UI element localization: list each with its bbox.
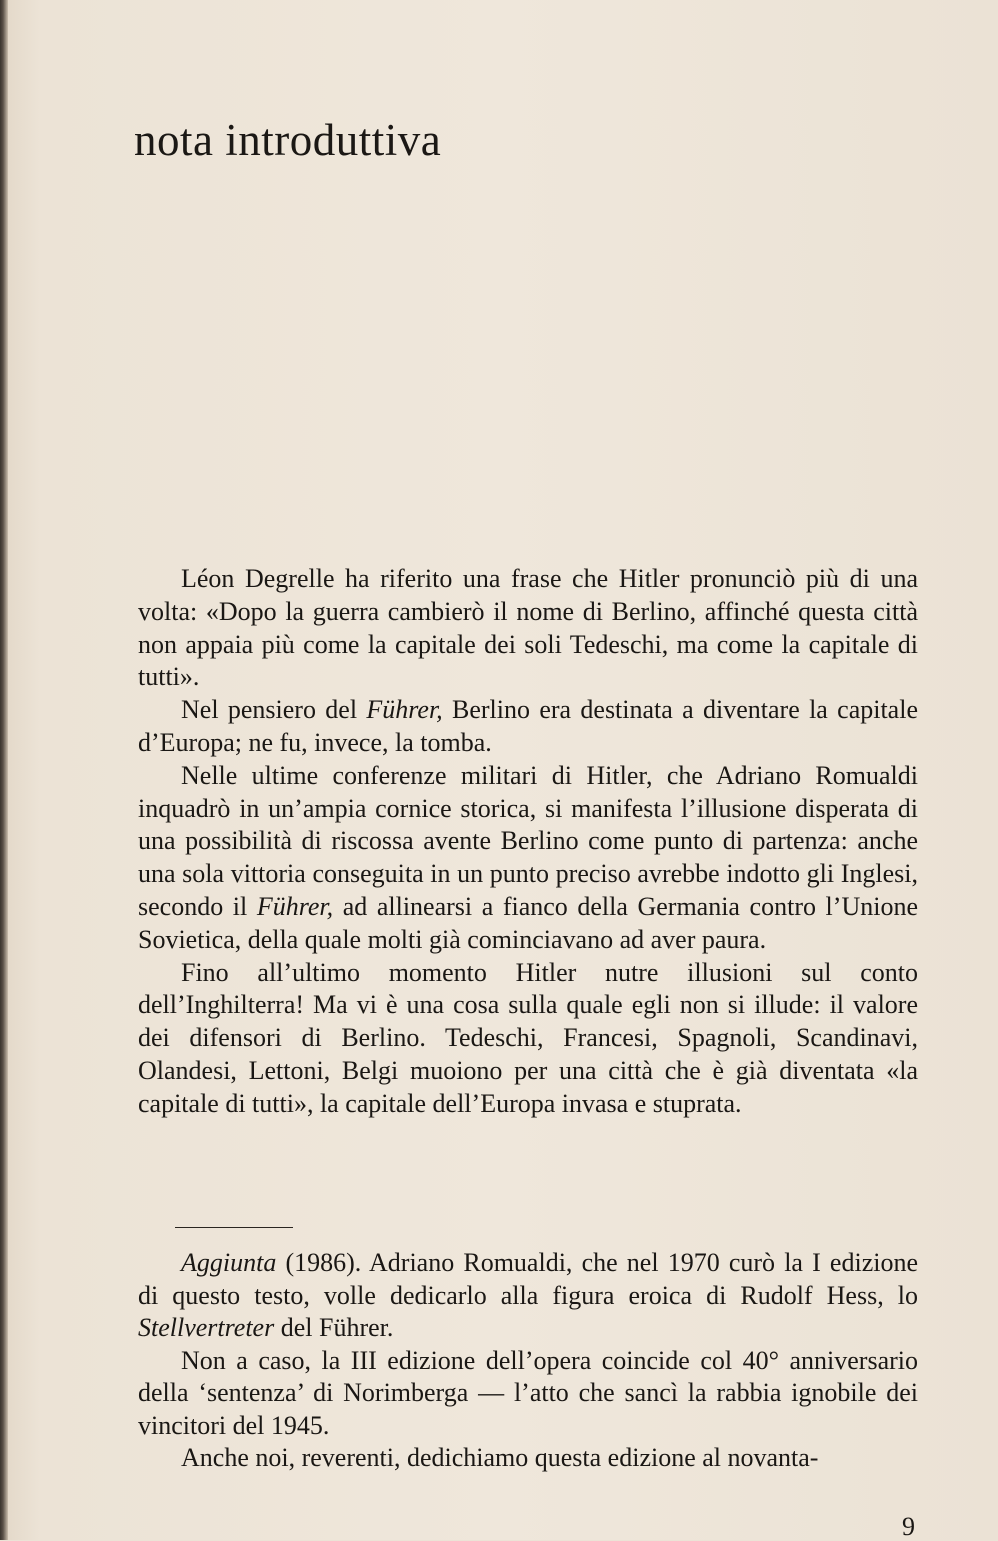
page-number: 9 bbox=[902, 1512, 915, 1541]
addendum-paragraph-2: Non a caso, la III edizione dell’opera coincide col 40° anniversario della ‘sentenza’ di Norimberga — l’atto che sancì la rabbia ignobile dei vincitori del 1945. bbox=[138, 1345, 918, 1440]
addendum-text bbox=[138, 1247, 918, 1475]
addendum-paragraph-3: Anche noi, reverenti, dedichiamo questa edizione al novanta- bbox=[181, 1443, 819, 1472]
main-text bbox=[138, 563, 918, 1121]
paragraph-2: Nel pensiero del Führer, Berlino era destinata a diventare la capitale d’Europa; ne fu, invece, la tomba. bbox=[138, 695, 918, 757]
chapter-title: nota introduttiva bbox=[134, 115, 442, 165]
book-spine-shadow bbox=[0, 0, 8, 1540]
section-divider bbox=[175, 1227, 293, 1228]
paragraph-1: Léon Degrelle ha riferito una frase che Hitler pronunciò più di una volta: «Dopo la guerra cambierò il nome di Berlino, affinché questa città non appaia più come la capitale dei soli Tedeschi, ma come la capitale di tutti». bbox=[138, 564, 918, 692]
addendum-paragraph-1: Aggiunta (1986). Adriano Romualdi, che nel 1970 curò la I edizione di questo testo, volle dedicarlo alla figura eroica di Rudolf Hess, lo Stellvertreter del Führer. bbox=[138, 1248, 918, 1342]
paragraph-3: Nelle ultime conferenze militari di Hitler, che Adriano Romualdi inquadrò in un’ampia cornice storica, si manifesta l’illusione disperata di una possibilità di riscossa avente Berlino come punto di partenza: anche una sola vittoria conseguita in un punto preciso avrebbe indotto gli Inglesi, secondo il Führer, ad allinearsi a fianco della Germania contro l’Unione Sovietica, della quale molti già cominciavano ad aver paura. bbox=[138, 760, 918, 954]
paragraph-4: Fino all’ultimo momento Hitler nutre illusioni sul conto dell’Inghilterra! Ma vi è una cosa sulla quale egli non si illude: il valore dei difensori di Berlino. Tedeschi, Francesi, Spagnoli, Scandinavi, Olandesi, Lettoni, Belgi muoiono per una città che è già diventata «la capitale di tutti», la capitale dell’Europa invasa e stuprata. bbox=[138, 957, 918, 1118]
